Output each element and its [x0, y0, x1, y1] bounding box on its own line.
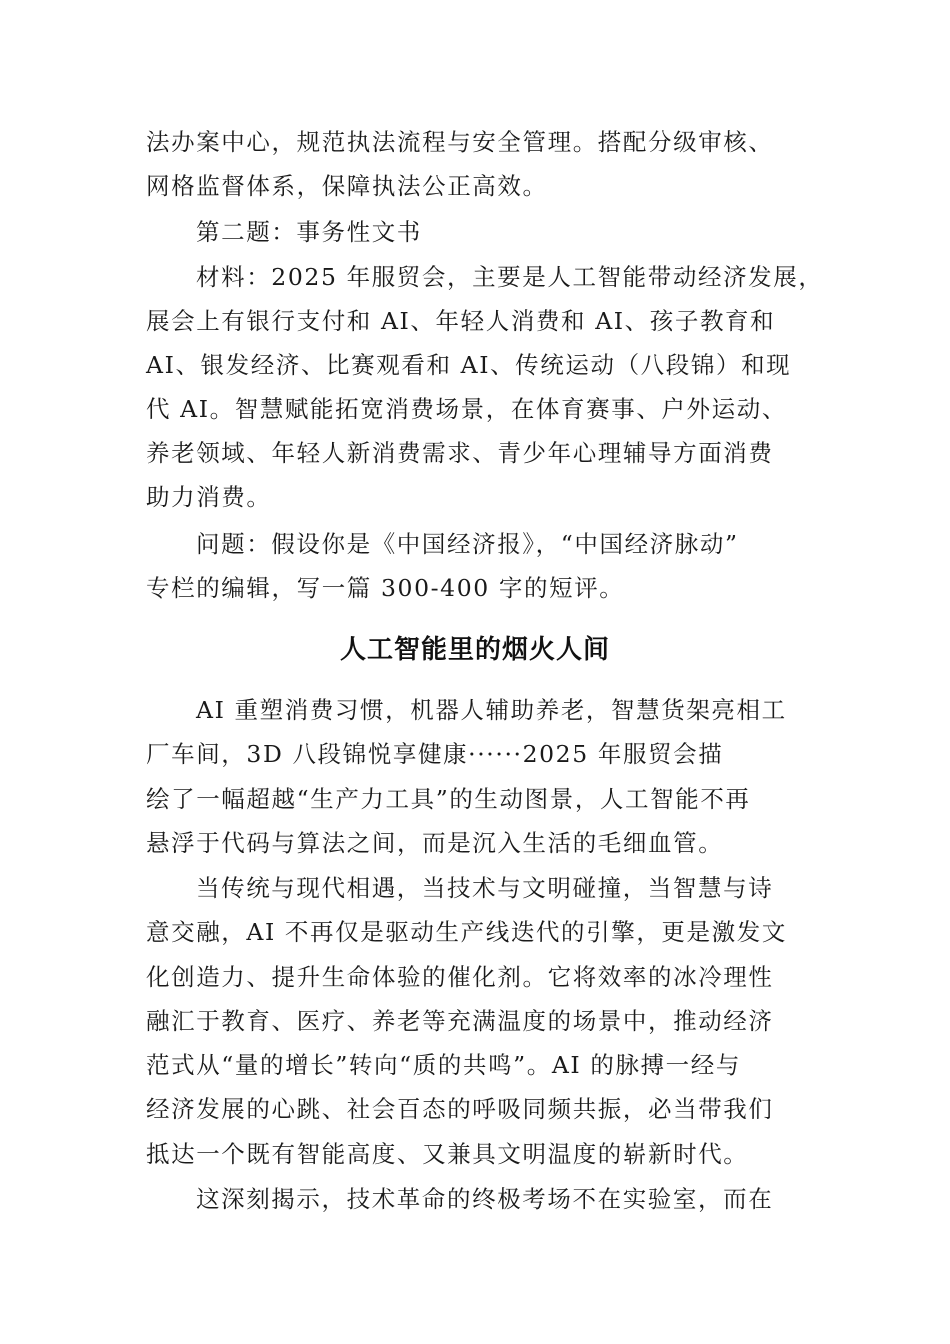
paragraph-line: 化创造力、提升生命体验的催化剂。它将效率的冰冷理性: [146, 963, 774, 991]
paragraph-line: 这深刻揭示，技术革命的终极考场不在实验室，而在: [196, 1185, 774, 1213]
paragraph-line: 意交融，AI 不再仅是驱动生产线迭代的引擎，更是激发文: [146, 918, 787, 946]
paragraph-line: 范式从“量的增长”转向“质的共鸣”。AI 的脉搏一经与: [146, 1051, 741, 1079]
article-title: 人工智能里的烟火人间: [339, 635, 610, 665]
prompt-line: 问题：假设你是《中国经济报》，“中国经济脉动”: [196, 530, 739, 558]
material-line: 养老领域、年轻人新消费需求、青少年心理辅导方面消费: [146, 439, 774, 467]
text-line: 法办案中心，规范执法流程与安全管理。搭配分级审核、: [146, 128, 774, 156]
prompt-line: 专栏的编辑，写一篇 300-400 字的短评。: [146, 574, 625, 602]
paragraph-line: 厂车间，3D 八段锦悦享健康······2025 年服贸会描: [146, 740, 724, 768]
material-line: 展会上有银行支付和 AI、年轻人消费和 AI、孩子教育和: [146, 307, 776, 335]
paragraph-line: 经济发展的心跳、社会百态的呼吸同频共振，必当带我们: [146, 1095, 774, 1123]
material-line: 助力消费。: [146, 483, 272, 511]
material-line: AI、银发经济、比赛观看和 AI、传统运动（八段锦）和现: [146, 351, 792, 379]
paragraph-line: AI 重塑消费习惯，机器人辅助养老，智慧货架亮相工: [196, 696, 787, 724]
question-heading: 第二题：事务性文书: [196, 218, 422, 246]
material-line: 材料：2025 年服贸会，主要是人工智能带动经济发展，: [196, 263, 824, 291]
text-line: 网格监督体系，保障执法公正高效。: [146, 172, 548, 200]
material-line: 代 AI。智慧赋能拓宽消费场景，在体育赛事、户外运动、: [146, 395, 787, 423]
paragraph-line: 当传统与现代相遇，当技术与文明碰撞，当智慧与诗: [196, 874, 774, 902]
paragraph-line: 悬浮于代码与算法之间，而是沉入生活的毛细血管。: [146, 829, 724, 857]
paragraph-line: 融汇于教育、医疗、养老等充满温度的场景中，推动经济: [146, 1007, 774, 1035]
paragraph-line: 绘了一幅超越“生产力工具”的生动图景，人工智能不再: [146, 785, 751, 813]
paragraph-line: 抵达一个既有智能高度、又兼具文明温度的崭新时代。: [146, 1140, 749, 1168]
